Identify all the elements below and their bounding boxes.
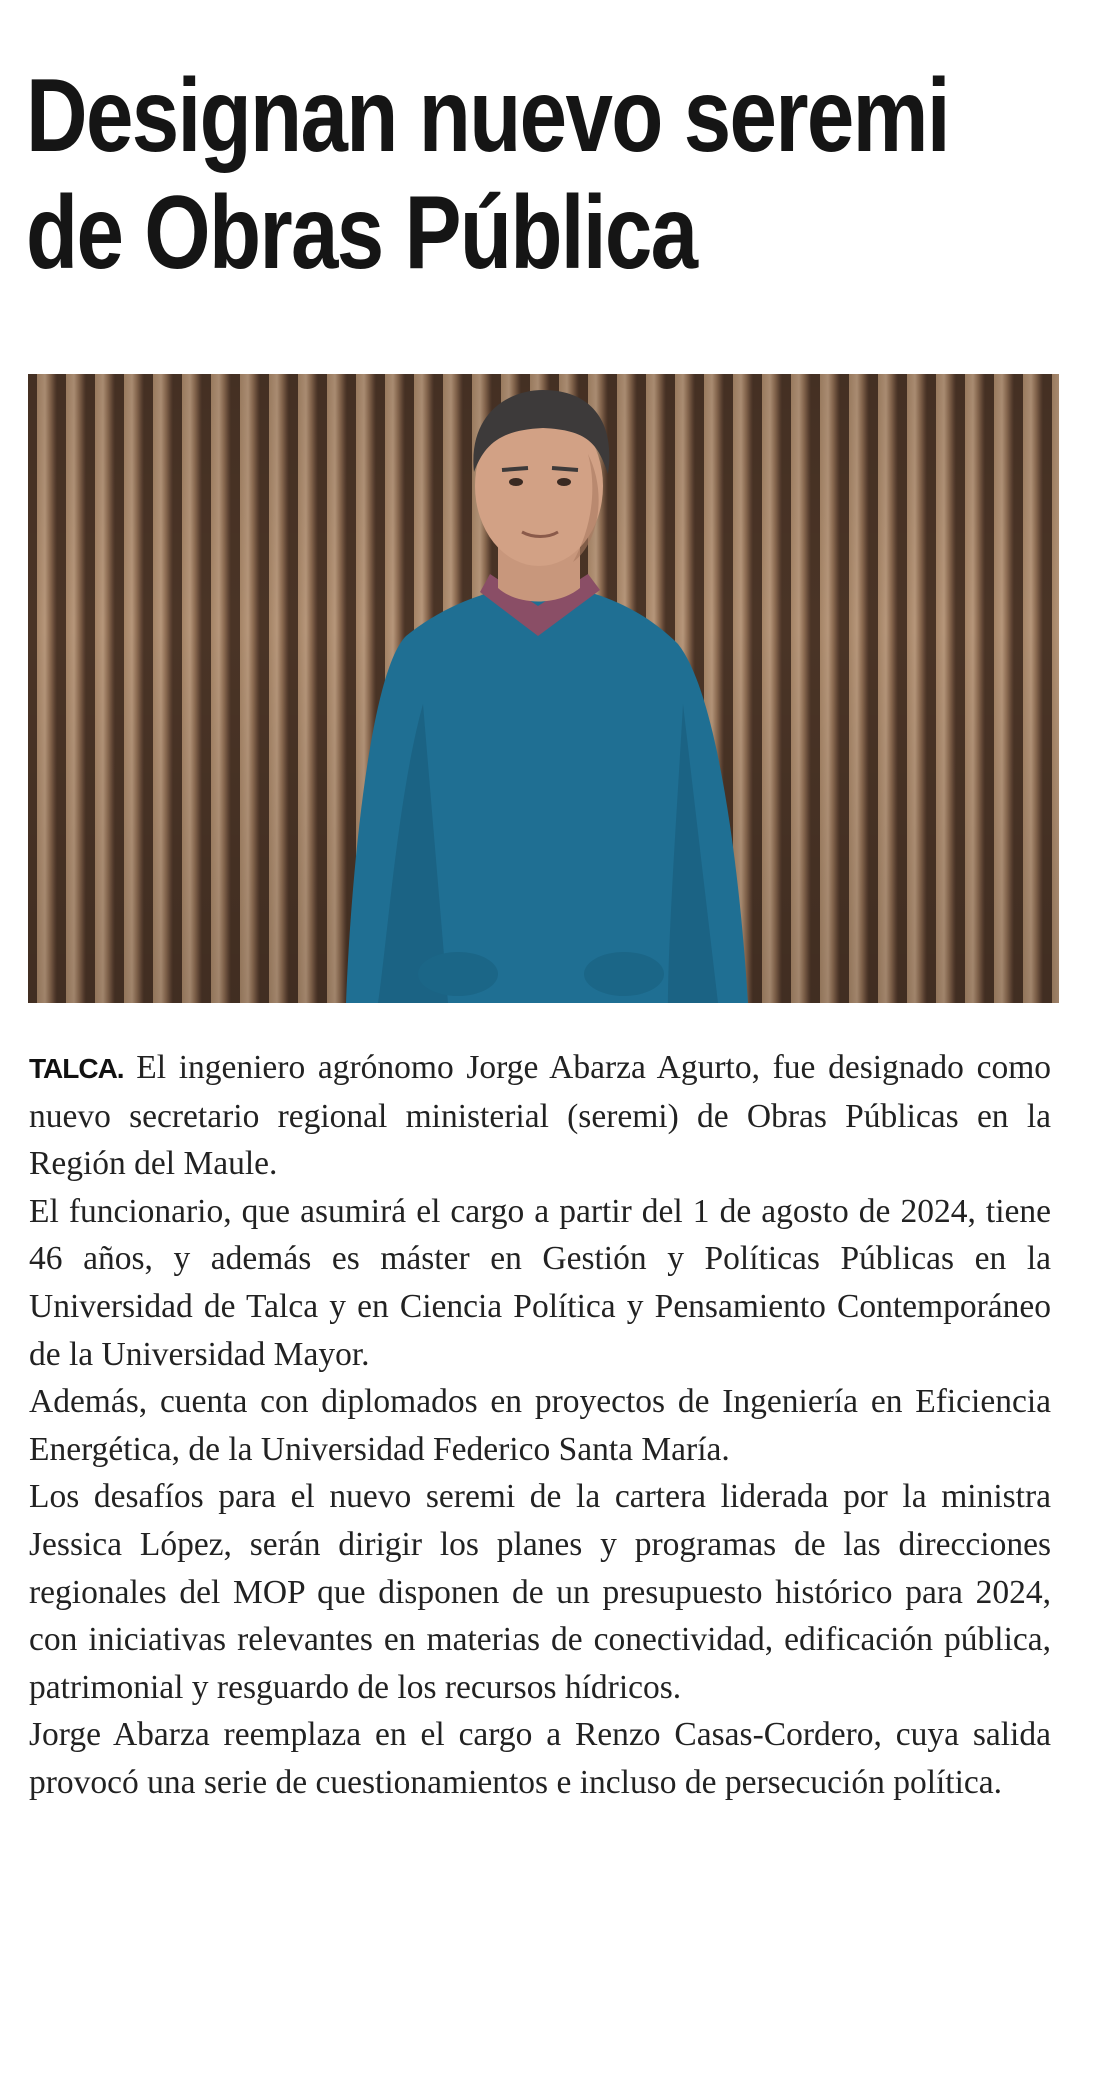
article-paragraph: Los desafíos para el nuevo seremi de la cartera liderada por la ministra Jessica López, serán dirigir los planes y programas de las direcciones regionales del MOP que disponen de un presupuesto histórico para 2024, con iniciativas relevantes en materias de conectividad, edificación pública, patrimonial y resguardo de los recursos hídricos. [29,1478,1051,1706]
article-headline [26,58,949,292]
article-photo [28,374,1059,1003]
article-paragraph: El funcionario, que asumirá el cargo a partir del 1 de agosto de 2024, tiene 46 años, y además es máster en Gestión y Políticas Públicas en la Universidad de Talca y en Ciencia Política y Pensamiento Contemporáneo de la Universidad Mayor. [29,1192,1051,1373]
article-paragraph: Jorge Abarza reemplaza en el cargo a Renzo Casas-Cordero, cuya salida provocó una serie de cuestionamientos e incluso de persecución política. [29,1716,1051,1801]
paragraph-text: El ingeniero agrónomo Jorge Abarza Agurto, fue designado como nuevo secretario regional ministerial (seremi) de Obras Públicas en la Región del Maule. [29,1049,1052,1183]
headline-line-2: de Obras Pública [26,175,697,291]
headline-line-1: Designan nuevo seremi [26,58,949,174]
portrait-photo-icon [28,374,1059,1003]
dateline: TALCA. [29,1053,124,1084]
article-paragraph: Además, cuenta con diplomados en proyectos de Ingeniería en Eficiencia Energética, de la Universidad Federico Santa María. [29,1383,1051,1468]
article-body [29,1044,1051,1807]
article-paragraph [29,1044,1051,1188]
